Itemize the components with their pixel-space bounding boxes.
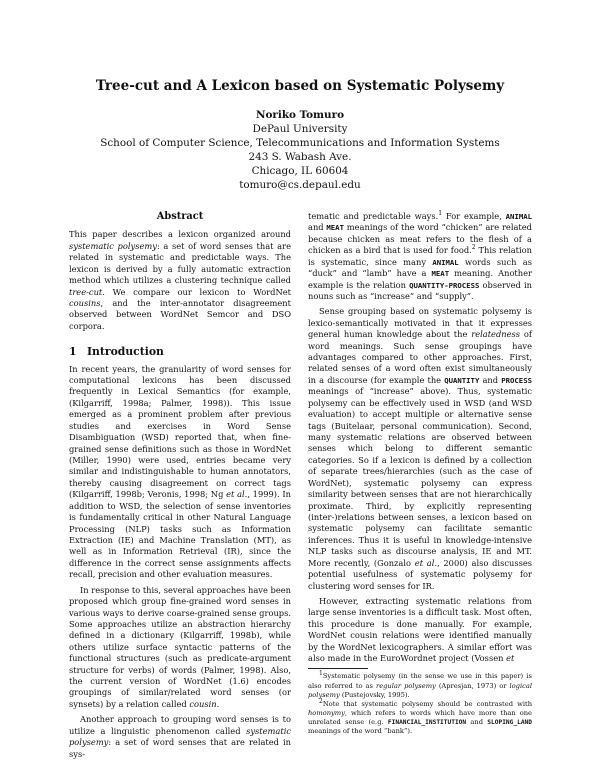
paper-title: Tree-cut and A Lexicon based on Systematic Polysemy [95, 78, 505, 94]
abstract-text: This paper describes a lexicon organized around systematic polysemy: a set of word senses that are related in systematic and predictable ways. The lexicon is derived by a fully automatic extraction method which utilizes a clustering technique called tree-cut. We compare our lexicon to WordNet cousins, and the inter-annotator disagreement observed between WordNet Semcor and DSO corpora. [69, 229, 291, 331]
intro-paragraph-3-continued: tematic and predictable ways.$^1$ For example, ANIMAL and MEAT meanings of the word “chicken” are related because chicken as meat refers to the flesh of a chicken as a bird that is used for food.$^2$ This relation is systematic, since many ANIMAL words such as “duck” and “lamb” have a MEAT meaning. Another example is the relation QUANTITY-PROCESS observed in nouns such as “increase” and “supply”. [308, 210, 533, 301]
section-heading-introduction: 1 Introduction [69, 345, 164, 359]
footnote-2: $^2$Note that systematic polysemy should be contrasted with homonymy, which refers to words which have more than one unrelated sense (e.g. FINANCIAL_INSTITUTION and SLOPING_LAND meanings of the word “bank”). [308, 697, 532, 736]
author-name: Noriko Tomuro [255, 109, 345, 121]
intro-paragraph-2: In response to this, several approaches have been proposed which group fine-grained word senses in various ways to derive coarse-grained sense groups. Some approaches utilize an abstraction hierarchy defined in a dictionary (Kilgarriff, 1998b), while others utilize surface syntactic patterns of the functional structures (such as predicate-argument structure for verbs) of words (Palmer, 1998). Also, the current version of WordNet (1.6) encodes groupings of similar/related word senses (or synsets) by a relation called cousin. [69, 584, 291, 709]
left-column [69, 211, 291, 760]
intro-paragraph-1: In recent years, the granularity of word senses for computational lexicons has been discussed frequently in Lexical Semantics (for example, (Kilgarriff, 1998a; Palmer, 1998)). This issue emerged as a prominent problem after previous studies and exercises in Word Sense Disambiguation (WSD) reported that, when fine-grained sense definitions such as those in WordNet (Miller, 1990) were used, entries became very similar and indistinguishable to human annotators, thereby causing disagreement on correct tags (Kilgarriff, 1998b; Veronis, 1998; Ng et al., 1999). In addition to WSD, the selection of sense inventories is fundamentally critical in other Natural Language Processing (NLP) tasks such as Information Extraction (IE) and Machine Translation (MT), as well as in Information Retrieval (IR), since the difference in the correct sense assignments affects recall, precision and other evaluation measures. [69, 363, 291, 580]
intro-paragraph-4: Sense grouping based on systematic polysemy is lexico-semantically motivated in that it expresses general human knowledge about the relatedness of word meanings. Such sense groupings have advantages compared to other approaches. First, related senses of a word often exist simultaneously in a discourse (for example the QUANTITY and PROCESS meanings of “increase” above). Thus, systematic polysemy can be effectively used in WSD (and WSD evaluation) to accept multiple or alternative sense tags (Buitelaar, personal communication). Second, many systematic relations are observed between senses which belong to different semantic categories. So if a lexicon is defined by a collection of separate trees/hierarchies (such as the case of WordNet), systematic polysemy can express similarity between senses that are not hierarchically proximate. Third, by explicitly representing (inter-)relations between senses, a lexicon based on systematic polysemy can facilitate semantic inferences. Thus it is useful in knowledge-intensive NLP tasks such as discourse analysis, IE and MT. More recently, (Gonzalo et al., 2000) also discusses potential usefulness of systematic polysemy for clustering word senses for IR. [308, 306, 533, 591]
author-street: 243 S. Wabash Ave. [248, 151, 352, 163]
right-column [308, 211, 532, 736]
author-email[interactable]: tomuro@cs.depaul.edu [239, 179, 361, 191]
author-city: Chicago, IL 60604 [251, 165, 349, 177]
intro-paragraph-3: Another approach to grouping word senses is to utilize a linguistic phenomenon called systematic polysemy: a set of word senses that are related in sys- [69, 714, 291, 759]
author-department: School of Computer Science, Telecommunications and Information Systems [100, 137, 500, 149]
intro-paragraph-5: However, extracting systematic relations from large sense inventories is a difficult task. Most often, this procedure is done manually. For example, WordNet cousin relations were identified manually by the WordNet lexicographers. A similar effort was also made in the EuroWordnet project (Vossen et [308, 595, 532, 664]
abstract-heading: Abstract [156, 211, 204, 222]
author-affiliation: DePaul University [252, 123, 348, 135]
footnote-1: $^1$Systematic polysemy (in the sense we use in this paper) is also referred to as regular polysemy (Apresjan, 1973) or logical polysemy (Pustejovsky, 1995). [308, 670, 532, 699]
footnote-divider [308, 668, 368, 669]
author-block [0, 108, 600, 192]
